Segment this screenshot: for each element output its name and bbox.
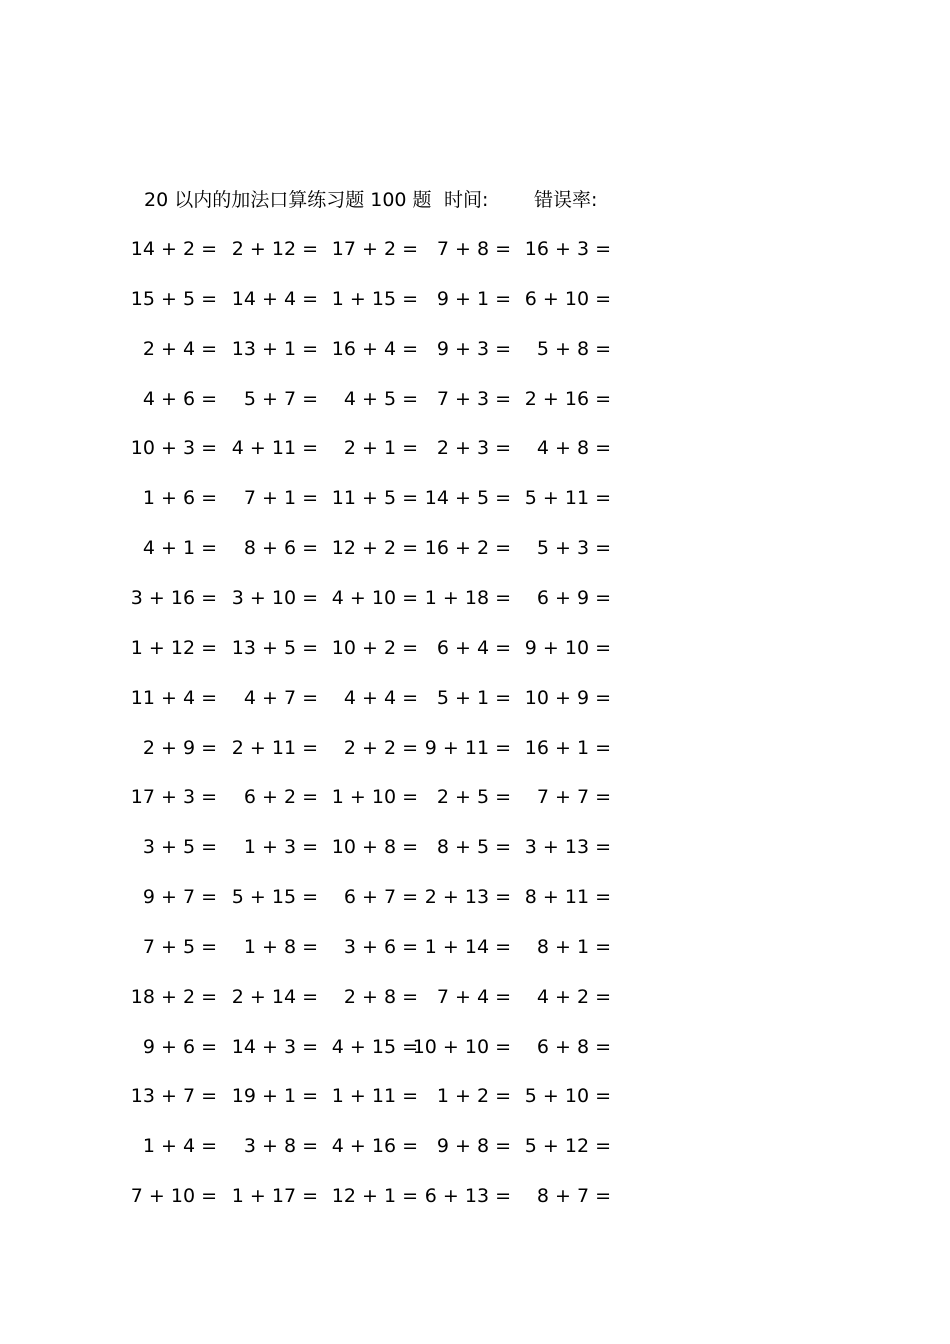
addition-problem: 7 + 4 =: [436, 986, 511, 1008]
addition-problem: 10 + 2 =: [331, 637, 418, 659]
addition-problem: 13 + 5 =: [231, 637, 318, 659]
addition-problem: 9 + 1 =: [436, 288, 511, 310]
problem-row: [0, 384, 950, 414]
addition-problem: 2 + 3 =: [436, 437, 511, 459]
addition-problem: 4 + 16 =: [331, 1135, 418, 1157]
addition-problem: 1 + 6 =: [142, 487, 217, 509]
addition-problem: 19 + 1 =: [231, 1085, 318, 1107]
problem-row: [0, 683, 950, 713]
addition-problem: 3 + 10 =: [231, 587, 318, 609]
addition-problem: 13 + 7 =: [130, 1085, 217, 1107]
addition-problem: 1 + 18 =: [424, 587, 511, 609]
problem-row: [0, 1181, 950, 1211]
problem-row: [0, 782, 950, 812]
addition-problem: 2 + 5 =: [436, 786, 511, 808]
addition-problem: 4 + 8 =: [536, 437, 611, 459]
addition-problem: 14 + 2 =: [130, 238, 217, 260]
addition-problem: 3 + 13 =: [524, 836, 611, 858]
problem-row: [0, 733, 950, 763]
problem-row: [0, 982, 950, 1012]
addition-problem: 12 + 2 =: [331, 537, 418, 559]
addition-problem: 8 + 1 =: [536, 936, 611, 958]
addition-problem: 16 + 3 =: [524, 238, 611, 260]
problem-row: [0, 1081, 950, 1111]
addition-problem: 17 + 2 =: [331, 238, 418, 260]
addition-problem: 1 + 10 =: [331, 786, 418, 808]
problem-row: [0, 234, 950, 264]
addition-problem: 1 + 14 =: [424, 936, 511, 958]
addition-problem: 7 + 8 =: [436, 238, 511, 260]
addition-problem: 2 + 2 =: [343, 737, 418, 759]
problem-row: [0, 633, 950, 663]
problem-row: [0, 483, 950, 513]
addition-problem: 15 + 5 =: [130, 288, 217, 310]
addition-problem: 4 + 11 =: [231, 437, 318, 459]
addition-problem: 14 + 4 =: [231, 288, 318, 310]
addition-problem: 5 + 11 =: [524, 487, 611, 509]
addition-problem: 3 + 8 =: [243, 1135, 318, 1157]
addition-problem: 9 + 7 =: [142, 886, 217, 908]
addition-problem: 1 + 17 =: [231, 1185, 318, 1207]
addition-problem: 4 + 6 =: [142, 388, 217, 410]
addition-problem: 7 + 10 =: [130, 1185, 217, 1207]
error-rate-label: 错误率:: [534, 189, 598, 211]
addition-problem: 9 + 11 =: [424, 737, 511, 759]
addition-problem: 4 + 2 =: [536, 986, 611, 1008]
worksheet-header: [144, 186, 598, 214]
addition-problem: 2 + 1 =: [343, 437, 418, 459]
addition-problem: 5 + 12 =: [524, 1135, 611, 1157]
addition-problem: 5 + 3 =: [536, 537, 611, 559]
addition-problem: 6 + 2 =: [243, 786, 318, 808]
addition-problem: 1 + 4 =: [142, 1135, 217, 1157]
addition-problem: 5 + 10 =: [524, 1085, 611, 1107]
addition-problem: 7 + 7 =: [536, 786, 611, 808]
addition-problem: 7 + 3 =: [436, 388, 511, 410]
addition-problem: 6 + 10 =: [524, 288, 611, 310]
addition-problem: 2 + 9 =: [142, 737, 217, 759]
addition-problem: 18 + 2 =: [130, 986, 217, 1008]
addition-problem: 10 + 3 =: [130, 437, 217, 459]
problem-row: [0, 1032, 950, 1062]
addition-problem: 2 + 14 =: [231, 986, 318, 1008]
addition-problem: 1 + 12 =: [130, 637, 217, 659]
addition-problem: 5 + 8 =: [536, 338, 611, 360]
addition-problem: 16 + 1 =: [524, 737, 611, 759]
time-label: 时间:: [444, 189, 489, 211]
addition-problem: 8 + 11 =: [524, 886, 611, 908]
addition-problem: 4 + 5 =: [343, 388, 418, 410]
addition-problem: 4 + 4 =: [343, 687, 418, 709]
problem-row: [0, 932, 950, 962]
problem-row: [0, 334, 950, 364]
addition-problem: 4 + 15 =: [331, 1036, 418, 1058]
addition-problem: 4 + 1 =: [142, 537, 217, 559]
addition-problem: 14 + 5 =: [424, 487, 511, 509]
addition-problem: 1 + 3 =: [243, 836, 318, 858]
addition-problem: 8 + 5 =: [436, 836, 511, 858]
addition-problem: 9 + 10 =: [524, 637, 611, 659]
addition-problem: 2 + 13 =: [424, 886, 511, 908]
addition-problem: 6 + 9 =: [536, 587, 611, 609]
addition-problem: 3 + 5 =: [142, 836, 217, 858]
addition-problem: 1 + 15 =: [331, 288, 418, 310]
addition-problem: 11 + 5 =: [331, 487, 418, 509]
addition-problem: 6 + 13 =: [424, 1185, 511, 1207]
problem-row: [0, 882, 950, 912]
addition-problem: 9 + 8 =: [436, 1135, 511, 1157]
addition-problem: 7 + 1 =: [243, 487, 318, 509]
addition-problem: 9 + 3 =: [436, 338, 511, 360]
addition-problem: 8 + 6 =: [243, 537, 318, 559]
addition-problem: 5 + 7 =: [243, 388, 318, 410]
addition-problem: 16 + 4 =: [331, 338, 418, 360]
addition-problem: 2 + 11 =: [231, 737, 318, 759]
addition-problem: 13 + 1 =: [231, 338, 318, 360]
addition-problem: 6 + 8 =: [536, 1036, 611, 1058]
addition-problem: 9 + 6 =: [142, 1036, 217, 1058]
addition-problem: 6 + 7 =: [343, 886, 418, 908]
worksheet-title: 20 以内的加法口算练习题 100 题: [144, 189, 432, 211]
addition-problem: 1 + 8 =: [243, 936, 318, 958]
addition-problem: 4 + 10 =: [331, 587, 418, 609]
addition-problem: 11 + 4 =: [130, 687, 217, 709]
addition-problem: 4 + 7 =: [243, 687, 318, 709]
addition-problem: 14 + 3 =: [231, 1036, 318, 1058]
addition-problem: 12 + 1 =: [331, 1185, 418, 1207]
addition-problem: 2 + 4 =: [142, 338, 217, 360]
problem-row: [0, 533, 950, 563]
addition-problem: 2 + 16 =: [524, 388, 611, 410]
addition-problem: 2 + 12 =: [231, 238, 318, 260]
addition-problem: 1 + 2 =: [436, 1085, 511, 1107]
addition-problem: 6 + 4 =: [436, 637, 511, 659]
addition-problem: 10 + 8 =: [331, 836, 418, 858]
addition-problem: 1 + 11 =: [331, 1085, 418, 1107]
addition-problem: 3 + 6 =: [343, 936, 418, 958]
addition-problem: 8 + 7 =: [536, 1185, 611, 1207]
problem-row: [0, 284, 950, 314]
addition-problem: 7 + 5 =: [142, 936, 217, 958]
addition-problem: 3 + 16 =: [130, 587, 217, 609]
addition-problem: 2 + 8 =: [343, 986, 418, 1008]
addition-problem: 5 + 15 =: [231, 886, 318, 908]
problem-row: [0, 433, 950, 463]
problem-row: [0, 583, 950, 613]
addition-problem: 17 + 3 =: [130, 786, 217, 808]
addition-problem: 10 + 10 =: [412, 1036, 511, 1058]
addition-problem: 5 + 1 =: [436, 687, 511, 709]
addition-problem: 10 + 9 =: [524, 687, 611, 709]
problem-row: [0, 1131, 950, 1161]
addition-problem: 16 + 2 =: [424, 537, 511, 559]
problem-row: [0, 832, 950, 862]
